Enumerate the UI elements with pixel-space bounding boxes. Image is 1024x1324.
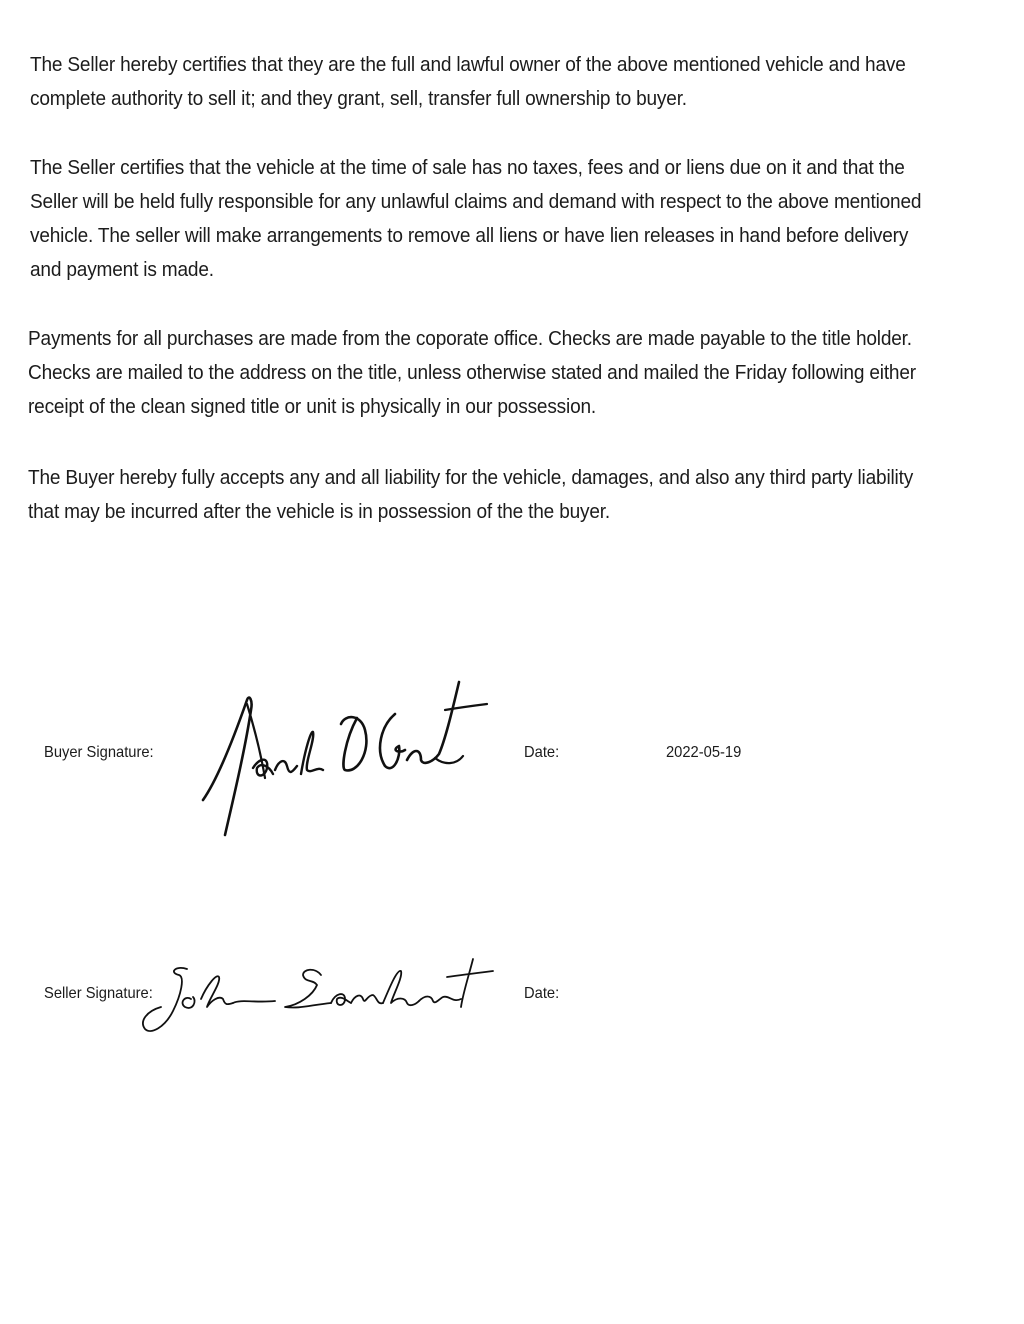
buyer-signature xyxy=(195,670,495,850)
seller-signature-label: Seller Signature: xyxy=(44,985,153,1002)
paragraph-line: receipt of the clean signed title or unit is physically in our possession. xyxy=(28,395,597,418)
paragraph-line: complete authority to sell it; and they grant, sell, transfer full ownership to buyer. xyxy=(30,87,687,110)
paragraph-line: that may be incurred after the vehicle is in possession of the the buyer. xyxy=(28,500,611,523)
paragraph-line: vehicle. The seller will make arrangements to remove all liens or have lien releases in hand before delivery xyxy=(30,224,909,247)
buyer-signature-scribble xyxy=(195,670,495,845)
paragraph-line: Checks are mailed to the address on the title, unless otherwise stated and mailed the Friday following either xyxy=(28,361,916,384)
paragraph-line: and payment is made. xyxy=(30,258,214,281)
paragraph-line: Seller will be held fully responsible for any unlawful claims and demand with respect to the above mentioned xyxy=(30,190,922,213)
seller-date-label: Date: xyxy=(524,985,560,1002)
buyer-date-value: 2022-05-19 xyxy=(666,744,742,761)
liens-clause xyxy=(30,151,930,287)
paragraph-line: The Seller certifies that the vehicle at the time of sale has no taxes, fees and or liens due on it and that the xyxy=(30,156,905,179)
liability-clause xyxy=(28,461,928,529)
paragraph-line: The Buyer hereby fully accepts any and all liability for the vehicle, damages, and also any third party liability xyxy=(28,466,914,489)
buyer-signature-label: Buyer Signature: xyxy=(44,744,154,761)
buyer-date-label: Date: xyxy=(524,744,560,761)
paragraph-line: Payments for all purchases are made from the coporate office. Checks are made payable to the title holder. xyxy=(28,327,912,350)
payments-clause xyxy=(28,322,928,424)
paragraph-line: The Seller hereby certifies that they are the full and lawful owner of the above mentioned vehicle and have xyxy=(30,53,906,76)
seller-signature xyxy=(135,955,505,1050)
ownership-clause xyxy=(30,48,930,116)
seller-signature-scribble xyxy=(135,955,505,1045)
